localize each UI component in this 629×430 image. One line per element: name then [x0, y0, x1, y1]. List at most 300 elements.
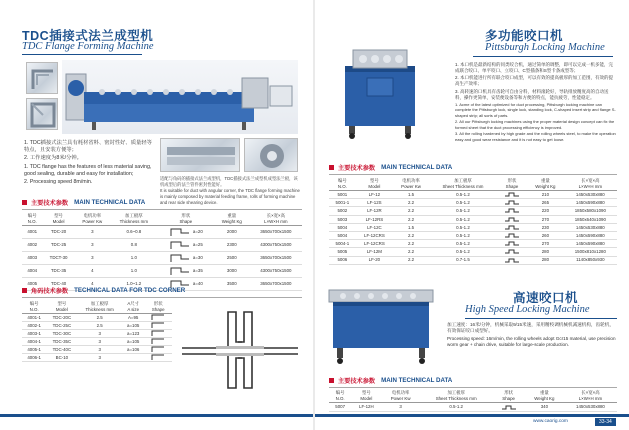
table-cell: 4002	[22, 239, 42, 252]
table-row	[329, 256, 617, 264]
table-cell: a=105	[122, 338, 145, 346]
table-row	[329, 223, 617, 231]
table-cell: a=106	[122, 346, 145, 354]
table-cell: 3	[75, 252, 110, 265]
shape-profile-icon	[501, 404, 517, 411]
column-header-cn: 重量	[227, 213, 237, 218]
table-cell	[144, 346, 172, 354]
table-cell: 0.5-1.2	[429, 199, 497, 207]
table-cell: 3	[75, 239, 110, 252]
shape-profile-icon	[504, 207, 520, 214]
table-cell: 280	[527, 256, 564, 264]
title-underline	[473, 56, 613, 57]
column-header-cn: 加工板厚	[454, 178, 472, 183]
table-cell: TDC-30C	[46, 330, 77, 338]
table-cell: 4	[75, 265, 110, 278]
table-cell: 3650x700x1500	[250, 252, 302, 265]
column-header-en: N.O.	[29, 306, 39, 312]
table-cell: 2.2	[393, 215, 429, 223]
table-cell: LF-12S	[356, 199, 393, 207]
pittsburgh-feature: 2. All our Pittsburgh locking machines using the proper material design concept can fix the formed sheet that the duct processing efficiency is improved.	[455, 119, 615, 130]
section-marker	[22, 288, 27, 293]
column-header	[250, 212, 302, 226]
section-title-en: MAIN TECHNICAL DATA	[381, 164, 453, 171]
column-header-cn: 加工板厚	[125, 213, 143, 218]
table-cell: 230	[527, 223, 564, 231]
table-header-row	[22, 300, 172, 314]
column-header	[144, 300, 172, 314]
column-header	[564, 177, 617, 191]
shape-profile-icon	[504, 248, 520, 255]
table-cell: 270	[527, 240, 564, 248]
column-header-en: N.O.	[27, 218, 37, 224]
table-cell: 3	[77, 330, 122, 338]
tdc-title-cn: TDC插接式法兰成型机	[22, 29, 154, 43]
table-cell	[497, 256, 527, 264]
table-cell: 265	[527, 199, 564, 207]
column-header-en: Weight Kg	[221, 218, 242, 224]
table-cell	[144, 322, 172, 330]
table-cell: 4005-1	[22, 346, 46, 354]
table-cell: 1450x590x880	[564, 231, 617, 239]
pittsburgh-machine-photo	[323, 20, 443, 140]
shape-size-label: a=25	[192, 242, 203, 248]
right-page	[315, 0, 629, 430]
column-header-cn: 形状	[507, 178, 517, 183]
column-header	[420, 389, 493, 403]
column-header	[329, 389, 351, 403]
table-row	[329, 215, 617, 223]
table-cell: 2300	[214, 239, 250, 252]
column-header-en: L×W×H mm	[264, 218, 288, 224]
table-cell: 5004	[329, 223, 356, 231]
table-cell	[492, 403, 524, 412]
table-cell	[497, 215, 527, 223]
column-header	[22, 300, 46, 314]
column-header-en: Power Kw	[401, 183, 421, 189]
table-cell	[144, 314, 172, 322]
column-header-cn: 型号	[54, 213, 63, 218]
column-header	[158, 212, 214, 226]
column-header-cn: 长×宽×高	[266, 213, 286, 218]
section-marker	[329, 165, 334, 170]
table-cell: 0.5-1.2	[429, 223, 497, 231]
column-header-cn: 型号	[370, 178, 379, 183]
column-header-en: L×W×H mm	[578, 395, 603, 401]
table-cell: 5007	[329, 403, 351, 412]
table-cell: TDC-35	[42, 265, 74, 278]
pittsburgh-feature: 1. Acme of the latest optimized for duct processing, Pittsburgh locking machine can complete the Pittsburgh lock, single lock, standing lock, C-shaped insert strip and flange S-shaped strip; all sorts of parts.	[455, 101, 616, 118]
table-cell: 1450x530x880	[564, 191, 617, 199]
column-header	[22, 212, 42, 226]
column-header-en: Model	[368, 183, 381, 189]
shape-profile-icon	[169, 227, 191, 237]
table-cell: 2.2	[393, 231, 429, 239]
column-header-cn: 编号	[29, 301, 39, 306]
table-header-row	[329, 177, 617, 191]
pittsburgh-features	[455, 62, 617, 143]
table-cell: 270	[527, 215, 564, 223]
column-header-cn: 形状	[153, 301, 163, 306]
table-cell: 1450x590x880	[564, 240, 617, 248]
table-cell: 5005	[329, 248, 356, 256]
table-cell: 5001	[329, 191, 356, 199]
column-header-en: Weight Kg	[535, 183, 556, 189]
shape-profile-icon	[150, 354, 166, 361]
table-cell: 1.0	[110, 265, 158, 278]
column-header-en: Sheet Thickness mm	[442, 183, 484, 189]
table-cell: TDC-20	[42, 226, 74, 239]
column-header-en: A size	[127, 306, 140, 312]
table-row	[329, 199, 617, 207]
table-cell: 3500	[214, 278, 250, 291]
table-row	[22, 252, 302, 265]
table-cell: 4001	[22, 226, 42, 239]
column-header-en: Thickness mm	[85, 306, 114, 312]
section-marker	[22, 200, 27, 205]
table-cell: 4001-1	[22, 314, 46, 322]
shape-profile-icon	[169, 266, 191, 276]
table-cell: 4004-1	[22, 338, 46, 346]
tdc-section-header	[22, 198, 145, 207]
table-cell: 0.6~0.8	[110, 226, 158, 239]
column-header-cn: A尺寸	[127, 301, 140, 306]
column-header-cn: 长×宽×高	[581, 178, 600, 183]
highspeed-feature: Processing speed: 16m/min, the rolling wheels adopt Gcr15 material, use precision worm gear + chain drive, suitable for large-scale production.	[447, 335, 616, 347]
table-row	[22, 265, 302, 278]
table-cell: 2.2	[393, 207, 429, 215]
table-cell: LF-12R	[356, 207, 393, 215]
table-cell	[497, 240, 527, 248]
section-title-cn: 主要技术参数	[31, 200, 69, 207]
pittsburgh-feature: 2. 本口机能进行所有联合咬口成型，可以有效的提高板厚的加工范围，有效的提高生产效率；	[455, 75, 614, 87]
shape-profile-icon	[504, 232, 520, 239]
column-header-cn: 编号	[27, 213, 37, 218]
column-header-en: Power Kw	[390, 395, 411, 401]
pittsburgh-feature: 3. 高转速的口机具有齿轮可自由分料，材料滚轮好，导轨排放精度高的自动送料，操作更简单，安装便设备等和方便的特点，能抗疲劳，性能稳定。	[455, 88, 609, 100]
column-header-cn: 电机功率	[391, 390, 410, 395]
table-cell: 0.5-1.2	[429, 215, 497, 223]
table-cell: 2.2	[393, 256, 429, 264]
table-cell	[122, 354, 145, 362]
shape-profile-icon	[150, 322, 166, 329]
column-header	[329, 177, 356, 191]
table-cell: 280	[527, 248, 564, 256]
table-cell: BC-10	[46, 354, 77, 362]
column-header-en: Model	[55, 306, 68, 312]
table-cell: 5003	[329, 215, 356, 223]
table-cell: 3650x700x1500	[250, 226, 302, 239]
table-cell: 0.5-1.2	[429, 248, 497, 256]
pittsburgh-title-en: Pittsburgh Locking Machine	[485, 42, 605, 53]
title-underline	[465, 318, 617, 319]
table-cell: 3000	[214, 265, 250, 278]
table-cell: 3	[77, 354, 122, 362]
table-cell: 2.2	[393, 248, 429, 256]
table-cell: 2000	[214, 226, 250, 239]
highspeed-data-table	[329, 389, 617, 412]
section-divider	[22, 209, 302, 210]
pittsburgh-data-table	[329, 177, 617, 265]
table-cell: 4300x750x1500	[250, 265, 302, 278]
column-header-en: Model	[360, 395, 373, 401]
table-cell: 5002	[329, 207, 356, 215]
shape-profile-icon	[150, 346, 166, 353]
column-header	[381, 389, 419, 403]
table-cell: 1.0~1.2	[110, 278, 158, 291]
corner-data-table	[22, 300, 172, 362]
shape-profile-icon	[504, 216, 520, 223]
table-cell: TDC-25	[42, 239, 74, 252]
table-cell: 3650x700x1500	[250, 278, 302, 291]
table-cell: 1450x530x880	[564, 223, 617, 231]
table-cell: 2.5	[77, 314, 122, 322]
column-header-en: Shape	[179, 218, 193, 224]
table-cell	[497, 223, 527, 231]
table-cell: 4003-1	[22, 330, 46, 338]
table-row	[329, 191, 617, 199]
pittsburgh-feature: 1. 本口机是最新结构的同类咬合机，通过简单的调整，即可以完成一机多能，完成联合咬口、单平咬口、立咬口、C型插条和S型卡条成型等；	[455, 62, 614, 74]
table-header-row	[329, 389, 617, 403]
left-page	[0, 0, 314, 430]
title-underline	[22, 54, 142, 55]
table-cell: LF-12H	[351, 403, 381, 412]
table-cell: TDC-25C	[46, 322, 77, 330]
column-header-cn: 型号	[57, 301, 67, 306]
table-cell: 3	[77, 346, 122, 354]
shape-size-label: a=40	[192, 281, 203, 287]
table-cell: 4006-1	[22, 354, 46, 362]
table-cell: 1.5	[393, 223, 429, 231]
table-cell: 4005	[22, 278, 42, 291]
shape-profile-icon	[150, 314, 166, 321]
table-cell: 2.5	[77, 322, 122, 330]
tdc-feature: 1. TDC flange has the features of less material saving, good sealing, durable and easy for installation;	[24, 163, 152, 177]
section-divider	[329, 387, 617, 388]
column-header	[46, 300, 77, 314]
flange-profile-photo	[26, 62, 58, 94]
table-cell: 5004-1	[329, 240, 356, 248]
tdc-data-table	[22, 212, 302, 291]
column-header	[525, 389, 564, 403]
table-row	[22, 226, 302, 239]
column-header-en: Weight Kg	[534, 395, 555, 401]
column-header	[42, 212, 74, 226]
column-header-en: Shape	[505, 183, 519, 189]
column-header-cn: 形状	[181, 213, 191, 218]
column-header	[429, 177, 497, 191]
table-row	[329, 240, 617, 248]
table-cell: LF-12M	[356, 248, 393, 256]
flange-detail-photo	[160, 138, 240, 172]
column-header-cn: 形状	[504, 390, 514, 395]
flange-corner-photo	[26, 98, 58, 130]
table-cell: LF-12C	[356, 223, 393, 231]
table-cell: TDC-20C	[46, 314, 77, 322]
section-divider	[329, 174, 617, 175]
table-row	[329, 207, 617, 215]
table-cell: 1.5	[393, 191, 429, 199]
column-header-cn: 重量	[540, 178, 550, 183]
table-cell: 0.5-1.2	[429, 240, 497, 248]
column-header	[110, 212, 158, 226]
table-cell: TDC-40C	[46, 346, 77, 354]
table-cell: LF-12CRS	[356, 240, 393, 248]
column-header	[351, 389, 381, 403]
column-header-en: N.O.	[337, 183, 347, 189]
column-header-cn: 电机功率	[83, 213, 102, 218]
section-title-en: MAIN TECHNICAL DATA	[381, 377, 453, 384]
tdc-caption	[160, 176, 300, 206]
table-cell	[158, 265, 214, 278]
section-title-en: TECHNICAL DATA FOR TDC CORNER	[74, 287, 186, 294]
column-header	[492, 389, 524, 403]
tdc-feature: 2. Processing speed 8m/min.	[24, 179, 93, 186]
table-row	[22, 346, 172, 354]
table-cell	[497, 231, 527, 239]
table-row	[329, 403, 617, 412]
shape-profile-icon	[504, 257, 520, 264]
table-cell: 4002-1	[22, 322, 46, 330]
shape-profile-icon	[150, 338, 166, 345]
table-cell: 340	[525, 403, 564, 412]
table-row	[22, 330, 172, 338]
tdc-feature: 1. TDC插接式法兰具有耗材省料、密封性好、质量轻等特点，且安装方便等；	[24, 140, 152, 154]
table-cell: 4004	[22, 265, 42, 278]
corner-profile-drawing	[176, 302, 304, 398]
table-row	[22, 314, 172, 322]
table-cell: 1450x590x880	[564, 199, 617, 207]
table-cell: 5004	[329, 231, 356, 239]
section-title-cn: 主要技术参数	[338, 165, 376, 172]
highspeed-features	[447, 322, 617, 349]
column-header-cn: 电机功率	[402, 178, 420, 183]
table-cell: LF-20	[356, 256, 393, 264]
table-cell: 0.8	[110, 239, 158, 252]
shape-profile-icon	[150, 330, 166, 337]
shape-profile-icon	[504, 199, 520, 206]
flange-roll-photo	[244, 138, 298, 172]
table-cell: 0.5-1.2	[420, 403, 493, 412]
table-cell: 3	[75, 226, 110, 239]
table-cell: LF-12CRS	[356, 231, 393, 239]
table-row	[22, 354, 172, 362]
table-cell: 1500x810x1280	[564, 248, 617, 256]
table-cell: TDCT-30	[42, 252, 74, 265]
column-header-en: Shape	[502, 395, 515, 401]
highspeed-section-header	[329, 376, 452, 385]
section-title-cn: 角码技术参数	[31, 288, 69, 295]
table-header-row	[22, 212, 302, 226]
table-cell	[497, 199, 527, 207]
pittsburgh-title-cn: 多功能咬口机	[485, 29, 564, 43]
table-row	[22, 239, 302, 252]
table-cell: A=95	[122, 314, 145, 322]
table-cell	[144, 338, 172, 346]
table-cell: 4300x750x1500	[250, 239, 302, 252]
column-header	[214, 212, 250, 226]
highspeed-title-en: High Speed Locking Machine	[465, 304, 590, 315]
shape-profile-icon	[504, 240, 520, 247]
corner-section-header	[22, 286, 185, 295]
column-header	[497, 177, 527, 191]
column-header-cn: 加工板厚	[447, 390, 465, 395]
table-cell	[144, 330, 172, 338]
column-header-en: L×W×H mm	[578, 183, 603, 189]
table-cell: 2500	[214, 252, 250, 265]
table-cell: 3	[381, 403, 419, 412]
shape-size-label: a=35	[192, 268, 203, 274]
column-header	[527, 177, 564, 191]
shape-profile-icon	[504, 224, 520, 231]
shape-profile-icon	[169, 253, 191, 263]
pittsburgh-section-header	[329, 163, 452, 172]
table-cell: 260	[527, 231, 564, 239]
table-cell: a=123	[122, 330, 145, 338]
column-header-cn: 重量	[539, 390, 549, 395]
section-title-cn: 主要技术参数	[338, 378, 376, 385]
column-header	[564, 389, 617, 403]
column-header	[356, 177, 393, 191]
table-cell	[497, 207, 527, 215]
column-header-cn: 长×宽×高	[581, 390, 600, 395]
shape-size-label: a=20	[192, 229, 203, 235]
column-header	[393, 177, 429, 191]
table-cell: 0.7-1.5	[429, 256, 497, 264]
tdc-caption-cn: 适配与角码的插接式法兰成型机，TDC插接式法兰成型机成型法兰板，该机成型后的法兰管件密封性能好。	[160, 176, 298, 188]
table-cell: 1850x580x1090	[564, 207, 617, 215]
column-header-cn: 型号	[361, 390, 371, 395]
column-header-en: Shape	[151, 306, 165, 312]
highspeed-machine-photo	[323, 282, 439, 368]
website-footer: www.caorig.com	[533, 419, 568, 424]
table-cell: 4003	[22, 252, 42, 265]
table-cell	[497, 191, 527, 199]
table-cell	[144, 354, 172, 362]
table-cell: 1.0	[110, 252, 158, 265]
table-cell: 3	[77, 338, 122, 346]
tdc-feature: 2. 工作速度为8米/分钟。	[24, 155, 82, 162]
table-cell: LF-12RS	[356, 215, 393, 223]
tdc-machine-photo	[62, 60, 298, 134]
section-divider	[22, 297, 302, 298]
shape-profile-icon	[504, 191, 520, 198]
table-cell: 5001-1	[329, 199, 356, 207]
column-header-cn: 编号	[335, 390, 345, 395]
table-cell: 0.5-1.2	[429, 207, 497, 215]
column-header-en: Thickness mm	[119, 218, 148, 224]
table-cell: TDC-40	[42, 278, 74, 291]
column-header-en: Sheet Thickness mm	[435, 395, 477, 401]
column-header	[75, 212, 110, 226]
table-cell	[497, 248, 527, 256]
column-header-cn: 加工板厚	[90, 301, 109, 306]
table-cell: 220	[527, 207, 564, 215]
table-cell: a=105	[122, 322, 145, 330]
column-header	[122, 300, 145, 314]
table-cell: 2.2	[393, 240, 429, 248]
table-cell	[158, 239, 214, 252]
table-cell: 2.2	[393, 199, 429, 207]
table-cell: LF-12	[356, 191, 393, 199]
table-row	[22, 322, 172, 330]
right-footer-rule	[315, 414, 629, 417]
table-cell: 210	[527, 191, 564, 199]
column-header-en: Power Kw	[82, 218, 103, 224]
table-cell: 0.5-1.2	[429, 231, 497, 239]
table-cell: TDC-35C	[46, 338, 77, 346]
page-number: 33-34	[595, 418, 616, 426]
